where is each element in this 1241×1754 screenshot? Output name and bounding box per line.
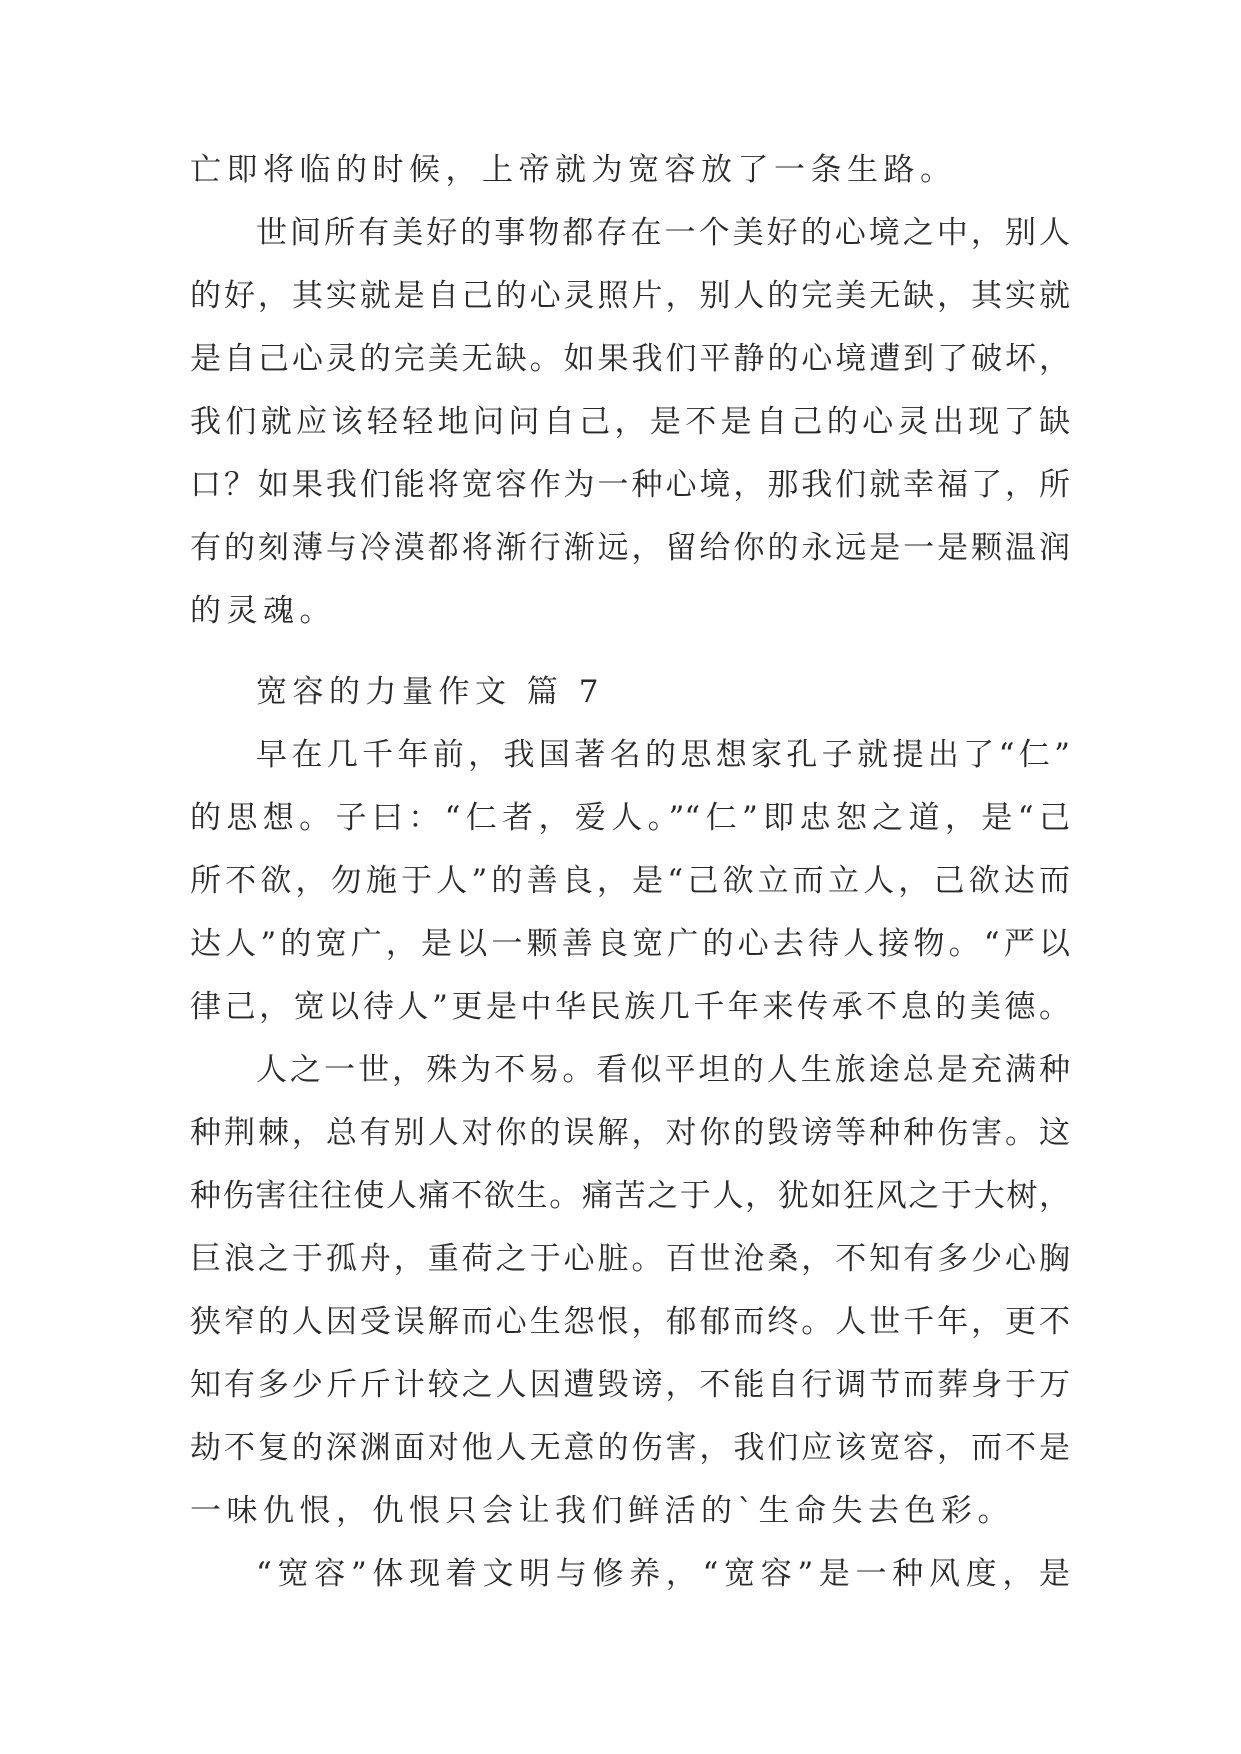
paragraph-line: 亡即将临的时候，上帝就为宽容放了一条生路。 [190, 152, 957, 188]
text-section-bottom [190, 661, 1070, 1606]
paragraph-line: 一味仇恨，仇恨只会让我们鲜活的`生命失去色彩。 [190, 1493, 1014, 1529]
paragraph-line: 达人”的宽广，是以一颗善良宽广的心去待人接物。“严以 [190, 926, 1070, 962]
paragraph-line: 狭窄的人因受误解而心生怨恨，郁郁而终。人世千年，更不 [190, 1304, 1070, 1340]
paragraph-line: 人之一世，殊为不易。看似平坦的人生旅途总是充满种 [256, 1052, 1070, 1088]
paragraph-line: 的灵魂。 [190, 593, 336, 629]
paragraph-line: 是自己心灵的完美无缺。如果我们平静的心境遭到了破坏， [190, 341, 1070, 377]
paragraph-line: 知有多少斤斤计较之人因遭毁谤，不能自行调节而葬身于万 [190, 1367, 1070, 1403]
paragraph-line: 种伤害往往使人痛不欲生。痛苦之于人，犹如狂风之于大树， [190, 1178, 1070, 1214]
paragraph-line: 劫不复的深渊面对他人无意的伤害，我们应该宽容，而不是 [190, 1430, 1070, 1466]
paragraph-line: 所不欲，勿施于人”的善良，是“己欲立而立人，己欲达而 [190, 863, 1070, 899]
paragraph-line: 口？如果我们能将宽容作为一种心境，那我们就幸福了，所 [190, 467, 1070, 503]
paragraph-line: 的思想。子曰：“仁者，爱人。”“仁”即忠恕之道，是“己 [190, 800, 1070, 836]
paragraph-line: “宽容”体现着文明与修养，“宽容”是一种风度，是 [256, 1556, 1070, 1592]
paragraph-line: 律己，宽以待人”更是中华民族几千年来传承不息的美德。 [190, 989, 1070, 1025]
paragraph-line: 有的刻薄与冷漠都将渐行渐远，留给你的永远是一是颗温润 [190, 530, 1070, 566]
text-section-top [190, 139, 1070, 643]
paragraph-line: 我们就应该轻轻地问问自己，是不是自己的心灵出现了缺 [190, 404, 1070, 440]
paragraph-line: 世间所有美好的事物都存在一个美好的心境之中，别人 [256, 215, 1070, 251]
paragraph-line: 种荆棘，总有别人对你的误解，对你的毁谤等种种伤害。这 [190, 1115, 1070, 1151]
paragraph-line: 巨浪之于孤舟，重荷之于心脏。百世沧桑，不知有多少心胸 [190, 1241, 1070, 1277]
paragraph-line: 的好，其实就是自己的心灵照片，别人的完美无缺，其实就 [190, 278, 1070, 314]
paragraph-line: 早在几千年前，我国著名的思想家孔子就提出了“仁” [256, 737, 1070, 773]
section-heading: 宽容的力量作文 篇 7 [256, 674, 604, 710]
